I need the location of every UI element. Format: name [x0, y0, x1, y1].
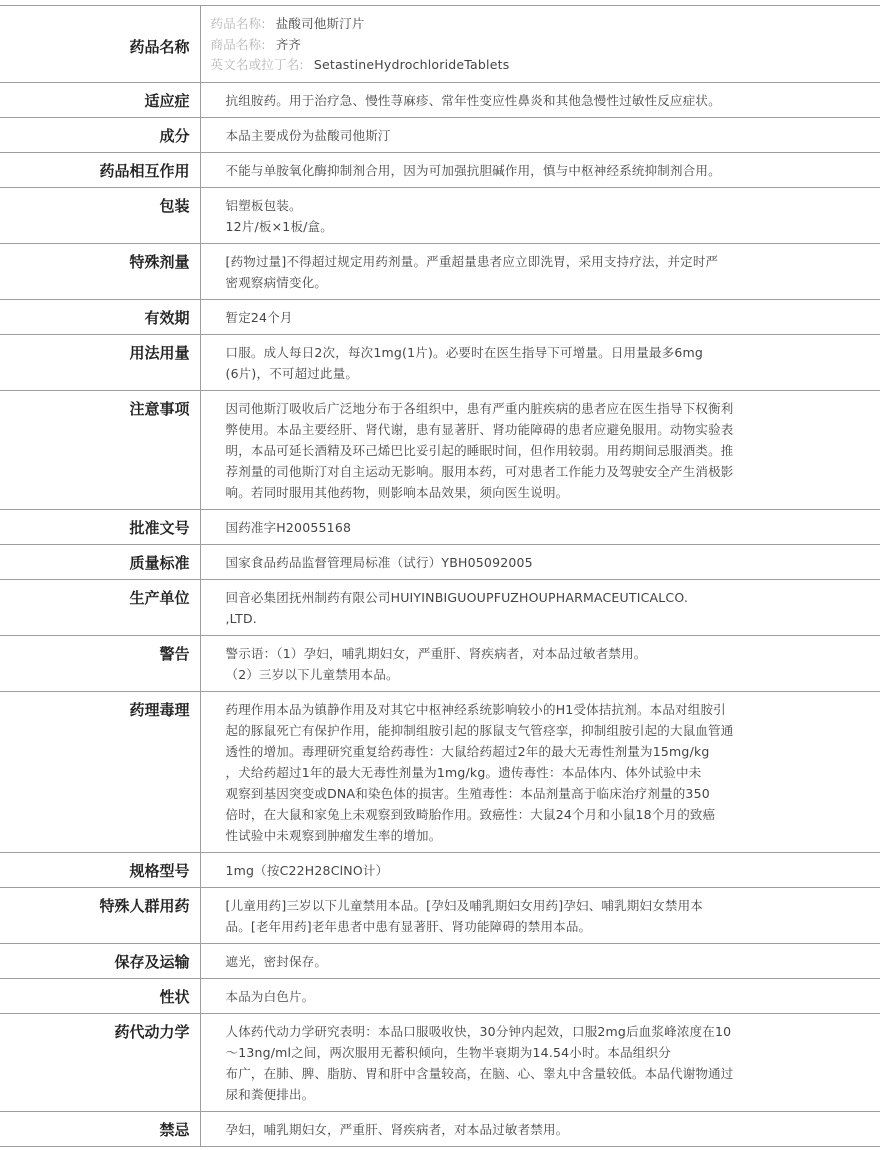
row-text-line: 响。若同时服用其他药物，则影响本品效果，须向医生说明。 [225, 484, 569, 500]
row-label: 用法用量 [0, 334, 200, 390]
row-value [200, 691, 880, 852]
row-text-line: （2）三岁以下儿童禁用本品。 [225, 666, 399, 682]
row-text-line: 密观察病情变化。 [225, 274, 328, 290]
row-text-line: [药物过量]不得超过规定用药剂量。严重超量患者应立即洗胃，采用支持疗法，并定时严 [225, 253, 719, 269]
row-label: 药品名称 [0, 6, 200, 83]
row-value [200, 390, 880, 509]
row-text-line: 口服。成人每日2次，每次1mg(1片)。必要时在医生指导下可增量。日用量最多6mg [225, 344, 703, 360]
row-value [200, 6, 880, 83]
row-label: 成分 [0, 117, 200, 152]
spec-row [0, 544, 880, 579]
row-text-line: 性试验中未观察到肿瘤发生率的增加。 [225, 827, 442, 843]
row-text-line: 尿和粪便排出。 [225, 1086, 315, 1102]
row-value [200, 1013, 880, 1111]
row-label: 适应症 [0, 82, 200, 117]
row-label: 注意事项 [0, 390, 200, 509]
row-label: 保存及运输 [0, 943, 200, 978]
row-label: 规格型号 [0, 852, 200, 887]
row-text-line: ～13ng/ml之间，两次服用无蓄积倾向，生物半衰期为14.54小时。本品组织分 [225, 1044, 671, 1060]
row-value [200, 943, 880, 978]
row-text-line: 不能与单胺氧化酶抑制剂合用，因为可加强抗胆碱作用，慎与中枢神经系统抑制剂合用。 [225, 162, 721, 178]
generic-name-key: 药品名称: [210, 16, 266, 31]
row-value [200, 187, 880, 243]
row-text-line: 铝塑板包装。 [225, 197, 302, 213]
row-text-line: 弊使用。本品主要经肝、肾代谢，患有显著肝、肾功能障碍的患者应避免服用。动物实验表 [225, 421, 734, 437]
spec-row [0, 187, 880, 243]
row-label: 有效期 [0, 299, 200, 334]
row-label: 药理毒理 [0, 691, 200, 852]
row-text-line: ，犬给药超过1年的最大无毒性剂量为1mg/kg。遗传毒性：本品体内、体外试验中未 [225, 764, 702, 780]
row-label: 特殊剂量 [0, 243, 200, 299]
row-drug-name [0, 6, 880, 83]
spec-row [0, 852, 880, 887]
row-text-line: 警示语：（1）孕妇，哺乳期妇女，严重肝、肾疾病者，对本品过敏者禁用。 [225, 645, 647, 661]
spec-table-body [0, 6, 880, 1147]
spec-row [0, 943, 880, 978]
spec-row [0, 243, 880, 299]
row-text-line: 暂定24个月 [225, 309, 293, 325]
row-value [200, 82, 880, 117]
row-text-line: 荐剂量的司他斯汀对自主运动无影响。服用本药，可对患者工作能力及驾驶安全产生消极影 [225, 463, 734, 479]
row-text-line: 起的豚鼠死亡有保护作用，能抑制组胺引起的豚鼠支气管痉挛，抑制组胺引起的大鼠血管通 [225, 722, 734, 738]
row-text-line: ,LTD. [225, 610, 257, 626]
row-label: 质量标准 [0, 544, 200, 579]
generic-name-value: 盐酸司他斯汀片 [275, 16, 365, 31]
row-text-line: 因司他斯汀吸收后广泛地分布于各组织中，患有严重内脏疾病的患者应在医生指导下权衡利 [225, 400, 734, 416]
trade-name-key: 商品名称: [210, 36, 266, 52]
english-name-key: 英文名或拉丁名: [210, 57, 304, 72]
generic-name-line [211, 14, 861, 35]
row-label: 禁忌 [0, 1111, 200, 1146]
row-text-line: 人体药代动力学研究表明：本品口服吸收快，30分钟内起效，口服2mg后血浆峰浓度在10 [225, 1023, 732, 1039]
row-value [200, 978, 880, 1013]
row-text-line: 12片/板×1板/盒。 [225, 218, 333, 234]
spec-row [0, 887, 880, 943]
row-value [200, 334, 880, 390]
row-label: 包装 [0, 187, 200, 243]
row-text-line: 倍时，在大鼠和家兔上未观察到致畸胎作用。致癌性：大鼠24个月和小鼠18个月的致癌 [225, 806, 716, 822]
row-label: 特殊人群用药 [0, 887, 200, 943]
row-label: 药品相互作用 [0, 152, 200, 187]
spec-row [0, 117, 880, 152]
row-value [200, 299, 880, 334]
spec-row [0, 579, 880, 635]
spec-row [0, 152, 880, 187]
row-text-line: 本品主要成份为盐酸司他斯汀 [225, 127, 391, 143]
row-text-line: 药理作用本品为镇静作用及对其它中枢神经系统影响较小的H1受体拮抗剂。本品对组胺引 [225, 701, 726, 717]
row-label: 警告 [0, 635, 200, 691]
spec-row [0, 691, 880, 852]
row-label: 批准文号 [0, 509, 200, 544]
english-name-value: SetastineHydrochlorideTablets [313, 57, 510, 72]
spec-row [0, 1111, 880, 1146]
spec-row [0, 1013, 880, 1111]
trade-name-value: 齐齐 [275, 36, 302, 52]
row-text-line: 1mg（按C22H28ClNO计） [225, 862, 389, 878]
row-text-line: 国家食品药品监督管理局标准（试行）YBH05092005 [225, 554, 533, 570]
row-text-line: 本品为白色片。 [225, 988, 315, 1004]
row-value [200, 635, 880, 691]
row-text-line: 国药准字H20055168 [225, 519, 352, 535]
spec-row [0, 390, 880, 509]
spec-row [0, 299, 880, 334]
spec-row [0, 635, 880, 691]
row-text-line: 孕妇，哺乳期妇女，严重肝、肾疾病者，对本品过敏者禁用。 [225, 1121, 569, 1137]
row-value [200, 1111, 880, 1146]
row-label: 性状 [0, 978, 200, 1013]
row-text-line: 透性的增加。毒理研究重复给药毒性：大鼠给药超过2年的最大无毒性剂量为15mg/kg [225, 743, 710, 759]
spec-row [0, 82, 880, 117]
row-value [200, 117, 880, 152]
row-label: 生产单位 [0, 579, 200, 635]
row-value [200, 544, 880, 579]
row-text-line: 品。[老年用药]老年患者中患有显著肝、肾功能障碍的禁用本品。 [225, 918, 592, 934]
row-text-line: 抗组胺药。用于治疗急、慢性荨麻疹、常年性变应性鼻炎和其他急慢性过敏性反应症状。 [225, 92, 721, 108]
row-text-line: 回音必集团抚州制药有限公司HUIYINBIGUOUPFUZHOUPHARMACEUTICALCO. [225, 589, 689, 605]
drug-spec-table [0, 5, 880, 1147]
row-text-line: 遮光，密封保存。 [225, 953, 328, 969]
row-text-line: 布广，在肺、脾、脂肪、胃和肝中含量较高，在脑、心、睾丸中含量较低。本品代谢物通过 [225, 1065, 734, 1081]
spec-row [0, 334, 880, 390]
english-name-line [211, 55, 861, 76]
row-value [200, 243, 880, 299]
row-text-line: 观察到基因突变或DNA和染色体的损害。生殖毒性：本品剂量高于临床治疗剂量的350 [225, 785, 710, 801]
row-label: 药代动力学 [0, 1013, 200, 1111]
row-value [200, 509, 880, 544]
spec-row [0, 978, 880, 1013]
row-text-line: 明，本品可延长酒精及环己烯巴比妥引起的睡眠时间，但作用较弱。用药期间忌服酒类。推 [225, 442, 734, 458]
row-value [200, 579, 880, 635]
row-value [200, 152, 880, 187]
spec-row [0, 509, 880, 544]
row-value [200, 852, 880, 887]
row-text-line: (6片)，不可超过此量。 [225, 365, 359, 381]
trade-name-line [211, 35, 861, 56]
row-text-line: [儿童用药]三岁以下儿童禁用本品。[孕妇及哺乳期妇女用药]孕妇、哺乳期妇女禁用本 [225, 897, 704, 913]
row-value [200, 887, 880, 943]
